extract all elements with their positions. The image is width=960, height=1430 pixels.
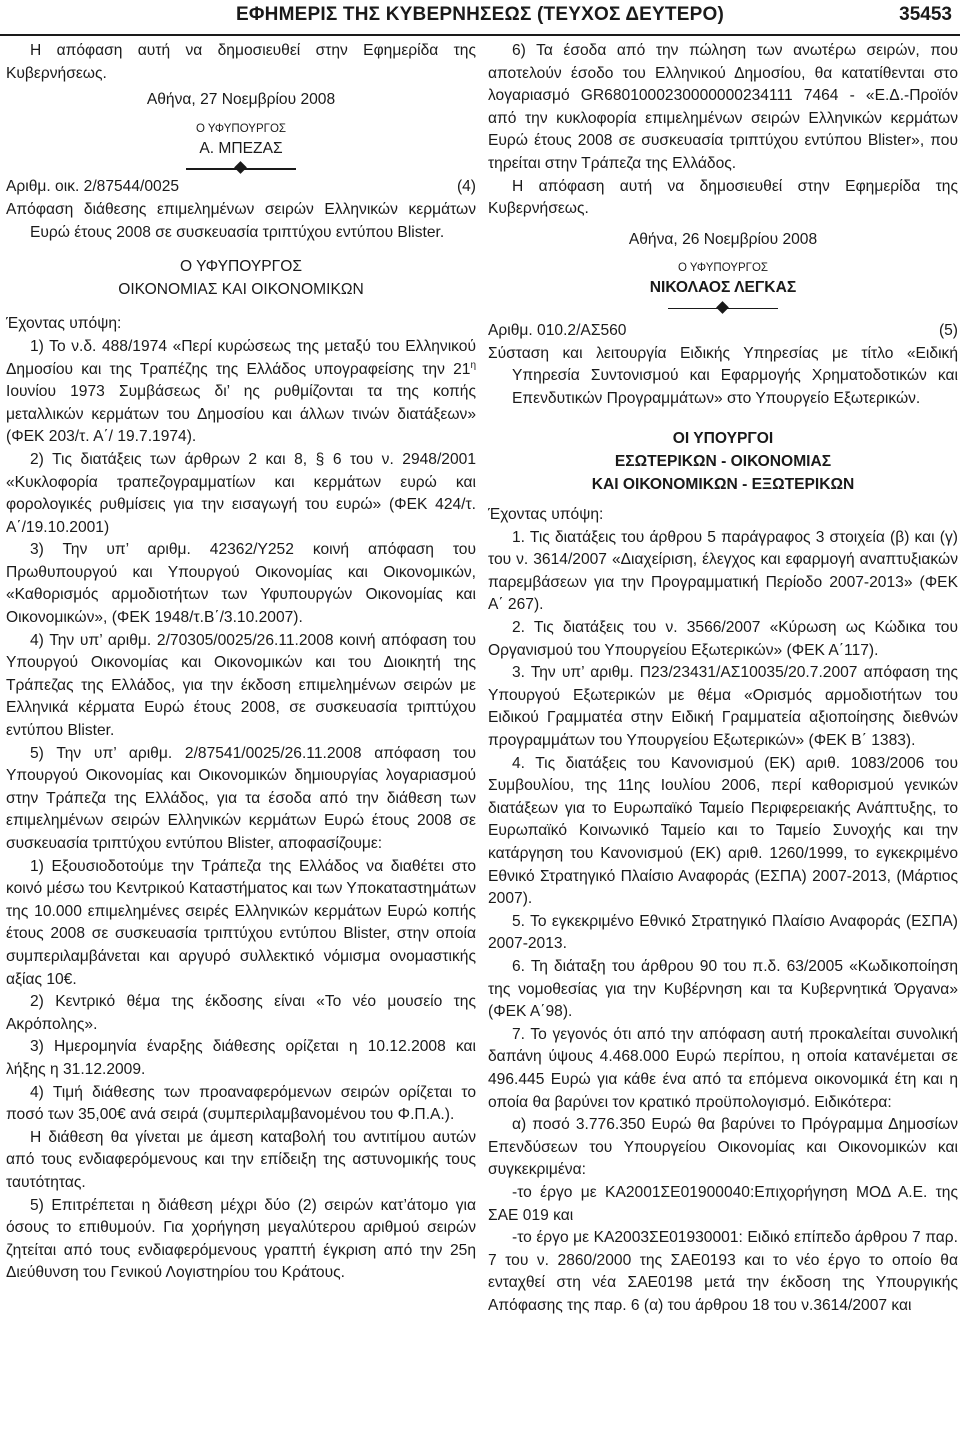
signer-name: Α. ΜΠΕΖΑΣ (199, 139, 283, 157)
decision-item-2: 2) Κεντρικό θέμα της έκδοσης είναι «Το νέο μουσείο της Ακρόπολης». (6, 993, 476, 1033)
regard-item-7: 7. Το γεγονός ότι από την απόφαση αυτή προκαλείται συνολική δαπάνη ύψους 4.468.000 Ευρώ περίπου, η οποία κατανέμεται σε 496.445 Ευρώ για κάθε ένα από τα επόμενα οικονομικά έτη και η οποία θα βαρύνει τον κρατικό προϋπολογισμό. Ειδικότερα: (488, 1025, 958, 1111)
regard-item-6: 6. Τη διάταξη του άρθρου 90 του π.δ. 63/2005 «Κωδικοποίηση της νομοθεσίας για την Κυβέρνηση και τα Κυβερνητικά Όργανα» (ΦΕΚ Α΄98). (488, 957, 958, 1021)
regard-item-7a1: -το έργο με ΚΑ2001ΣΕ01900040:Επιχορήγηση ΜΟΔ Α.Ε. της ΣΑΕ 019 και (488, 1183, 958, 1224)
regard-item-5: 5. Το εγκεκριμένο Εθνικό Στρατηγικό Πλαίσιο Αναφοράς (ΕΣΠΑ) 2007-2013. (488, 912, 958, 953)
issuer-line-3: ΚΑΙ ΟΙΚΟΝΟΜΙΚΩΝ - ΕΞΩΤΕΡΙΚΩΝ (591, 475, 855, 493)
regard-item-4: 4. Τις διατάξεις του Κανονισμού (ΕΚ) αριθ. 1083/2006 του Συμβουλίου, της 11ης Ιουλίου 2006, περί καθορισμού γενικών διατάξεων για το Ευρωπαϊκό Ταμείο Περιφερειακής Ανάπτυξης, το Ευρωπαϊκό Κοινωνικό Ταμείο και το Ταμείο Συνοχής και την κατάργηση του Κανονισμού (ΕΚ) αριθ. 1260/1999, το εγκεκριμένο Εθνικό Στρατηγικό Πλαίσιο Αναφοράς (ΕΣΠΑ) 2007-2013, (Μάρτιος 2007). (488, 754, 958, 908)
having-regard: Έχοντας υπόψη: (6, 315, 122, 333)
right-column (488, 40, 958, 1317)
paragraph-1: 1) Το ν.δ. 488/1974 «Περί κυρώσεως της μεταξύ του Ελληνικού Δημοσίου και της Τραπέζης της Ελλάδος υπογραφείσης την $21^\eta$ Ιουνίου 1973 Συμβάσεως δι’ ης ρυθμίζονται τα της κοπής μεταλλικών κερμάτων του Δημοσίου και άλλων τινών διατάξεων» (ΦΕΚ 203/τ. Α΄/ 19.7.1974). (6, 337, 476, 446)
section-separator (668, 300, 778, 316)
section-separator (186, 160, 296, 176)
having-regard: Έχοντας υπόψη: (488, 506, 604, 524)
issuer-line-1: ΟΙ ΥΠΟΥΡΓΟΙ (672, 430, 774, 448)
left-column (6, 40, 476, 1285)
paragraph-5: 5) Την υπ’ αριθμ. 2/87541/0025/26.11.2008 απόφαση του Υπουργού Οικονομίας και Οικονομικών δημιουργίας λογαριασμού στην Τράπεζα της Ελλάδος, για τα έσοδα από την διάθεση των επιμελημένων σειρών Ελληνικών κερμάτων Ευρώ έτους 2008 σε συσκευασία τριπτύχου εντύπου Blister, αποφασίζουμε: (6, 744, 476, 852)
decision-item-4b: Η διάθεση θα γίνεται με άμεση καταβολή του αντιτίμου αυτών από τους ενδιαφερόμενους και την επίδειξη της αστυνομικής τους ταυτότητας. (6, 1128, 476, 1191)
signer-role: Ο ΥΦΥΠΟΥΡΓΟΣ (677, 262, 769, 275)
signer-name: ΝΙΚΟΛΑΟΣ ΛΕΓΚΑΣ (649, 279, 797, 297)
decision-title: Απόφαση διάθεσης επιμελημένων σειρών Ελληνικών κερμάτων Ευρώ έτους 2008 σε συσκευασία τριπτύχου εντύπου Blister. (6, 200, 476, 241)
issuer-line-2: ΟΙΚΟΝΟΜΙΑΣ ΚΑΙ ΟΙΚΟΝΟΜΙΚΩΝ (118, 280, 364, 298)
paragraph-3: 3) Την υπ’ αριθμ. 42362/Υ252 κοινή απόφαση του Πρωθυπουργού και Υπουργού Οικονομίας και Οικονομικών, «Καθορισμός αρμοδιοτήτων των Υφυπουργών Οικονομίας και Οικονομικών», (ΦΕΚ 1948/τ.Β΄/3.10.2007). (6, 541, 476, 627)
regard-item-2: 2. Τις διατάξεις του ν. 3566/2007 «Κύρωση ως Κώδικα του Οργανισμού του Υπουργείου Εξωτερικών» (ΦΕΚ Α΄117). (488, 619, 958, 659)
gazette-title: ΕΦΗΜΕΡΙΣ ΤΗΣ ΚΥΒΕΡΝΗΣΕΩΣ (ΤΕΥΧΟΣ ΔΕΥΤΕΡΟ) (236, 4, 724, 25)
publish-note: Η απόφαση αυτή να δημοσιευθεί στην Εφημερίδα της Κυβερνήσεως. (488, 177, 958, 218)
decision-item-1: 1) Εξουσιοδοτούμε την Τράπεζα της Ελλάδος να διαθέτει στο κοινό μέσω του Κεντρικού Καταστήματος και των Υποκαταστημάτων της 10.000 επιμελημένες σειρές Ελληνικών κερμάτων Ευρώ κοπής έτους 2008 σε συσκευασία τριπτύχου εντύπου Blister, στην οποία συμπεριλαμβάνεται και αργυρό συλλεκτικό νόμισμα ονομαστικής αξίας 10€. (6, 857, 476, 988)
paragraph-4: 4) Την υπ’ αριθμ. 2/70305/0025/26.11.2008 κοινή απόφαση του Υπουργού Οικονομίας και Οικονομικών και του Διοικητή της Τράπεζας της Ελλάδος, για την έκδοση επιμελημένων σειρών με Ελληνικά κέρματα Ευρώ έτους 2008, σε συσκευασία τριπτύχου εντύπου Blister. (6, 631, 476, 740)
decision-number: Αριθμ. οικ. 2/87544/0025 (6, 178, 180, 196)
decision-index: (5) (938, 321, 958, 339)
decision-index: (4) (456, 178, 476, 196)
issuer-line-1: Ο ΥΦΥΠΟΥΡΓΟΣ (179, 258, 303, 276)
decision-item-4: 4) Τιμή διάθεσης των προαναφερόμενων σειρών ορίζεται το ποσό των 35,00€ ανά σειρά (συμπεριλαμβανομένου του Φ.Π.Α.). (6, 1083, 476, 1124)
decision-item-3: 3) Ημερομηνία έναρξης διάθεσης ορίζεται η 10.12.2008 και λήξης η 31.12.2009. (6, 1038, 476, 1078)
decision-title: Σύσταση και λειτουργία Ειδικής Υπηρεσίας με τίτλο «Ειδική Υπηρεσία Συντονισμού και Εφαρμογής Χρηματοδοτικών και Επενδυτικών Προγραμμάτων» στο Υπουργείο Εξωτερικών. (488, 344, 958, 407)
place-date: Αθήνα, 27 Νοεμβρίου 2008 (146, 91, 336, 109)
regard-item-7a: α) ποσό 3.776.350 Ευρώ θα βαρύνει το Πρόγραμμα Δημοσίων Επενδύσεων του Υπουργείου Οικονομίας και Οικονομικών και συγκεκριμένα: (488, 1116, 958, 1179)
place-date: Αθήνα, 26 Νοεμβρίου 2008 (628, 230, 818, 248)
decision-header (6, 176, 476, 199)
page-number: 35453 (899, 4, 952, 25)
regard-item-1: 1. Τις διατάξεις του άρθρου 5 παράγραφος 3 στοιχεία (β) και (γ) του ν. 3614/2007 «Διαχείριση, έλεγχος και εφαρμογή αναπτυξιακών παρεμβάσεων για την Προγραμματική Περίοδο 2007-2013» (ΦΕΚ Α΄ 267). (488, 528, 958, 614)
regard-item-3: 3. Την υπ’ αριθμ. Π23/23431/ΑΣ10035/20.7.2007 απόφαση της Υπουργού Εξωτερικών με θέμα «Ορισμός αρμοδιοτήτων του Ειδικού Γραμματέα στην Ειδική Γραμματεία αξιοποίησης διεθνών προγραμμάτων του Υπουργείου Εξωτερικών» (ΦΕΚ Β΄ 1383). (488, 664, 958, 750)
issuer-line-2: ΕΣΩΤΕΡΙΚΩΝ - ΟΙΚΟΝΟΜΙΑΣ (614, 452, 832, 470)
decision-item-5: 5) Επιτρέπεται η διάθεση μέχρι δύο (2) σειρών κατ’άτομο για όσους το επιθυμούν. Για χορήγηση μεγαλύτερου αριθμού σειρών ζητείται από τους ενδιαφερόμενους γραπτή έγκριση από την 25η Διεύθυνση του Γενικού Λογιστηρίου του Κράτους. (6, 1196, 476, 1282)
paragraph-2: 2) Τις διατάξεις των άρθρων 2 και 8, § 6 του ν. 2948/2001 «Κυκλοφορία τραπεζογραμματίων και κερμάτων ευρώ και φορολογικές ρυθμίσεις για την εισαγωγή του ευρώ» (ΦΕΚ 424/τ. Α΄/19.10.2001) (6, 450, 476, 536)
decision-number: Αριθμ. 010.2/ΑΣ560 (488, 321, 627, 339)
decision-item-6: 6) Τα έσοδα από την πώληση των ανωτέρω σειρών, που αποτελούν έσοδο του Ελληνικού Δημοσίου, θα κατατίθενται στο λογαριασμό GR6801000230000000234111 7464 - «Ε.Δ.-Προϊόν από την κυκλοφορία επιμελημένων σειρών Ελληνικών κερμάτων Ευρώ έτους 2008 σε συσκευασία τριπτύχου εντύπου Blister», που τηρείται στην Τράπεζα της Ελλάδος. (488, 42, 958, 172)
publish-note: Η απόφαση αυτή να δημοσιευθεί στην Εφημερίδα της Κυβερνήσεως. (6, 42, 476, 82)
decision-header (488, 320, 958, 343)
regard-item-7a2: -το έργο με ΚΑ2003ΣΕ01930001: Ειδικό επίπεδο άρθρου 7 παρ. 7 του ν. 2860/2000 της ΣΑΕ0193 και το νέο έργο το οποίο θα ενταχθεί στη νέα ΣΑΕ0198 μετά την έκδοση της Υπουργικής Απόφασης της παρ. 6 (α) του άρθρου 18 του ν.3614/2007 και (488, 1229, 958, 1314)
gazette-header (0, 0, 960, 36)
signer-role: Ο ΥΦΥΠΟΥΡΓΟΣ (195, 122, 287, 135)
